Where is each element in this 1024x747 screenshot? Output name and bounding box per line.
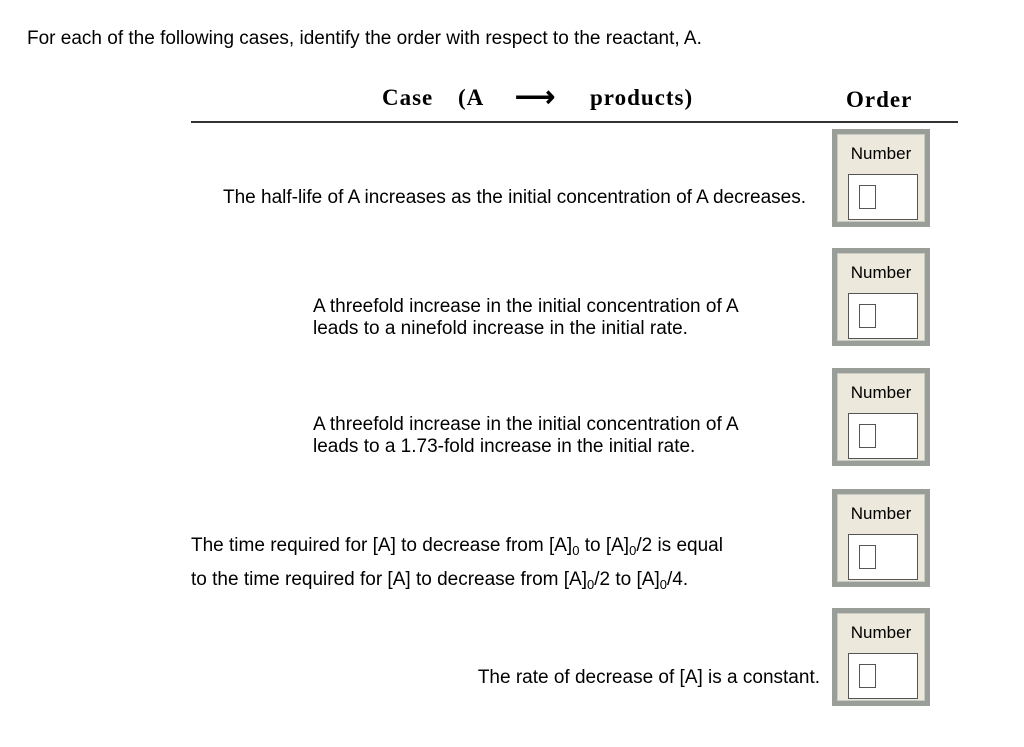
order-input-1[interactable] [848, 174, 918, 220]
order-header: Order [846, 87, 913, 112]
case-text: leads to a 1.73-fold increase in the initial rate. [313, 436, 696, 457]
case-text: The time required for [A] to decrease from $[A]_0$ to $[A]_0/2$ is equal [191, 535, 723, 558]
cursor-icon [859, 545, 876, 569]
case-text: The half-life of A increases as the initial concentration of A decreases. [222, 187, 806, 208]
input-label: Number [850, 383, 912, 402]
case-1 [223, 186, 806, 209]
answer-box-5 [832, 608, 930, 706]
header-rule [191, 121, 958, 123]
answer-box-2 [832, 248, 930, 346]
input-label: Number [850, 504, 912, 523]
case-text: leads to a ninefold increase in the initial rate. [313, 318, 688, 339]
case-2 [313, 296, 739, 340]
order-input-5[interactable] [848, 653, 918, 699]
cursor-icon [859, 185, 876, 209]
input-label: Number [850, 263, 912, 282]
case-text: The rate of decrease of [A] is a constant. [477, 667, 820, 688]
case-text: A threefold increase in the initial concentration of A [313, 296, 739, 317]
case-header-reactant: (A [458, 85, 485, 110]
answer-box-3 [832, 368, 930, 466]
answer-box-4 [832, 489, 930, 587]
input-label: Number [850, 623, 912, 642]
arrow-icon: ⟶ [515, 82, 557, 113]
order-input-4[interactable] [848, 534, 918, 580]
instruction: For each of the following cases, identify the order with respect to the reactant, A. [27, 28, 702, 49]
cursor-icon [859, 304, 876, 328]
case-3 [313, 414, 739, 458]
case-4 [191, 529, 723, 597]
cursor-icon [859, 664, 876, 688]
case-5 [478, 666, 820, 689]
case-header-products: products) [590, 85, 694, 110]
cursor-icon [859, 424, 876, 448]
order-input-3[interactable] [848, 413, 918, 459]
case-text: A threefold increase in the initial concentration of A [313, 414, 739, 435]
case-text: to the time required for [A] to decrease from $[A]_0/2$ to $[A]_0/4$. [191, 569, 689, 592]
case-header: Case [382, 85, 434, 110]
answer-box-1 [832, 129, 930, 227]
order-input-2[interactable] [848, 293, 918, 339]
input-label: Number [850, 144, 912, 163]
